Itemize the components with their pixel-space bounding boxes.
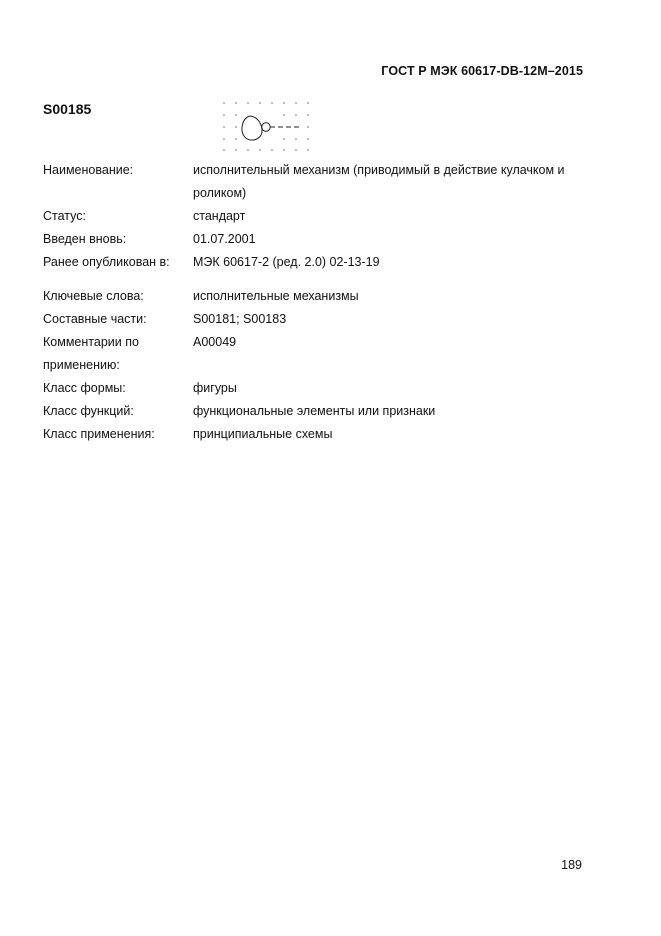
field-label: Класс применения:: [43, 427, 155, 441]
field-label: Статус:: [43, 209, 86, 223]
field-value: S00181; S00183: [193, 312, 287, 326]
symbol-code: S00185: [43, 101, 92, 117]
field-value: 01.07.2001: [193, 232, 256, 246]
field-row-keywords: [43, 285, 603, 308]
field-label: Ключевые слова:: [43, 289, 144, 303]
field-row-application-class: [43, 423, 603, 446]
field-label: Ранее опубликован в:: [43, 255, 170, 269]
field-row-previously-published: [43, 251, 603, 274]
attribute-table: [43, 159, 603, 446]
group-spacer: [43, 274, 603, 285]
field-value: функциональные элементы или признаки: [193, 404, 436, 418]
document-header: ГОСТ Р МЭК 60617-DB-12M–2015: [381, 64, 583, 78]
field-label: Комментарии по применению:: [43, 335, 139, 372]
field-row-components: [43, 308, 603, 331]
field-row-introduced: [43, 228, 603, 251]
field-value: исполнительные механизмы: [193, 289, 359, 303]
field-value: A00049: [193, 335, 237, 349]
field-value: фигуры: [193, 381, 237, 395]
field-row-shape-class: [43, 377, 603, 400]
field-label: Класс функций:: [43, 404, 134, 418]
field-value: стандарт: [193, 209, 246, 223]
field-label: Класс формы:: [43, 381, 126, 395]
field-label: Наименование:: [43, 163, 134, 177]
field-row-status: [43, 205, 603, 228]
field-label: Введен вновь:: [43, 232, 127, 246]
field-value: принципиальные схемы: [193, 427, 333, 441]
field-value: МЭК 60617-2 (ред. 2.0) 02-13-19: [193, 255, 380, 269]
field-row-application-notes: [43, 331, 603, 377]
field-row-function-class: [43, 400, 603, 423]
actuator-cam-roller-symbol-icon: [220, 98, 316, 154]
field-row-name: [43, 159, 603, 205]
field-value: исполнительный механизм (приводимый в действие кулачком и роликом): [193, 163, 565, 200]
field-label: Составные части:: [43, 312, 147, 326]
page-number: 189: [561, 858, 582, 872]
